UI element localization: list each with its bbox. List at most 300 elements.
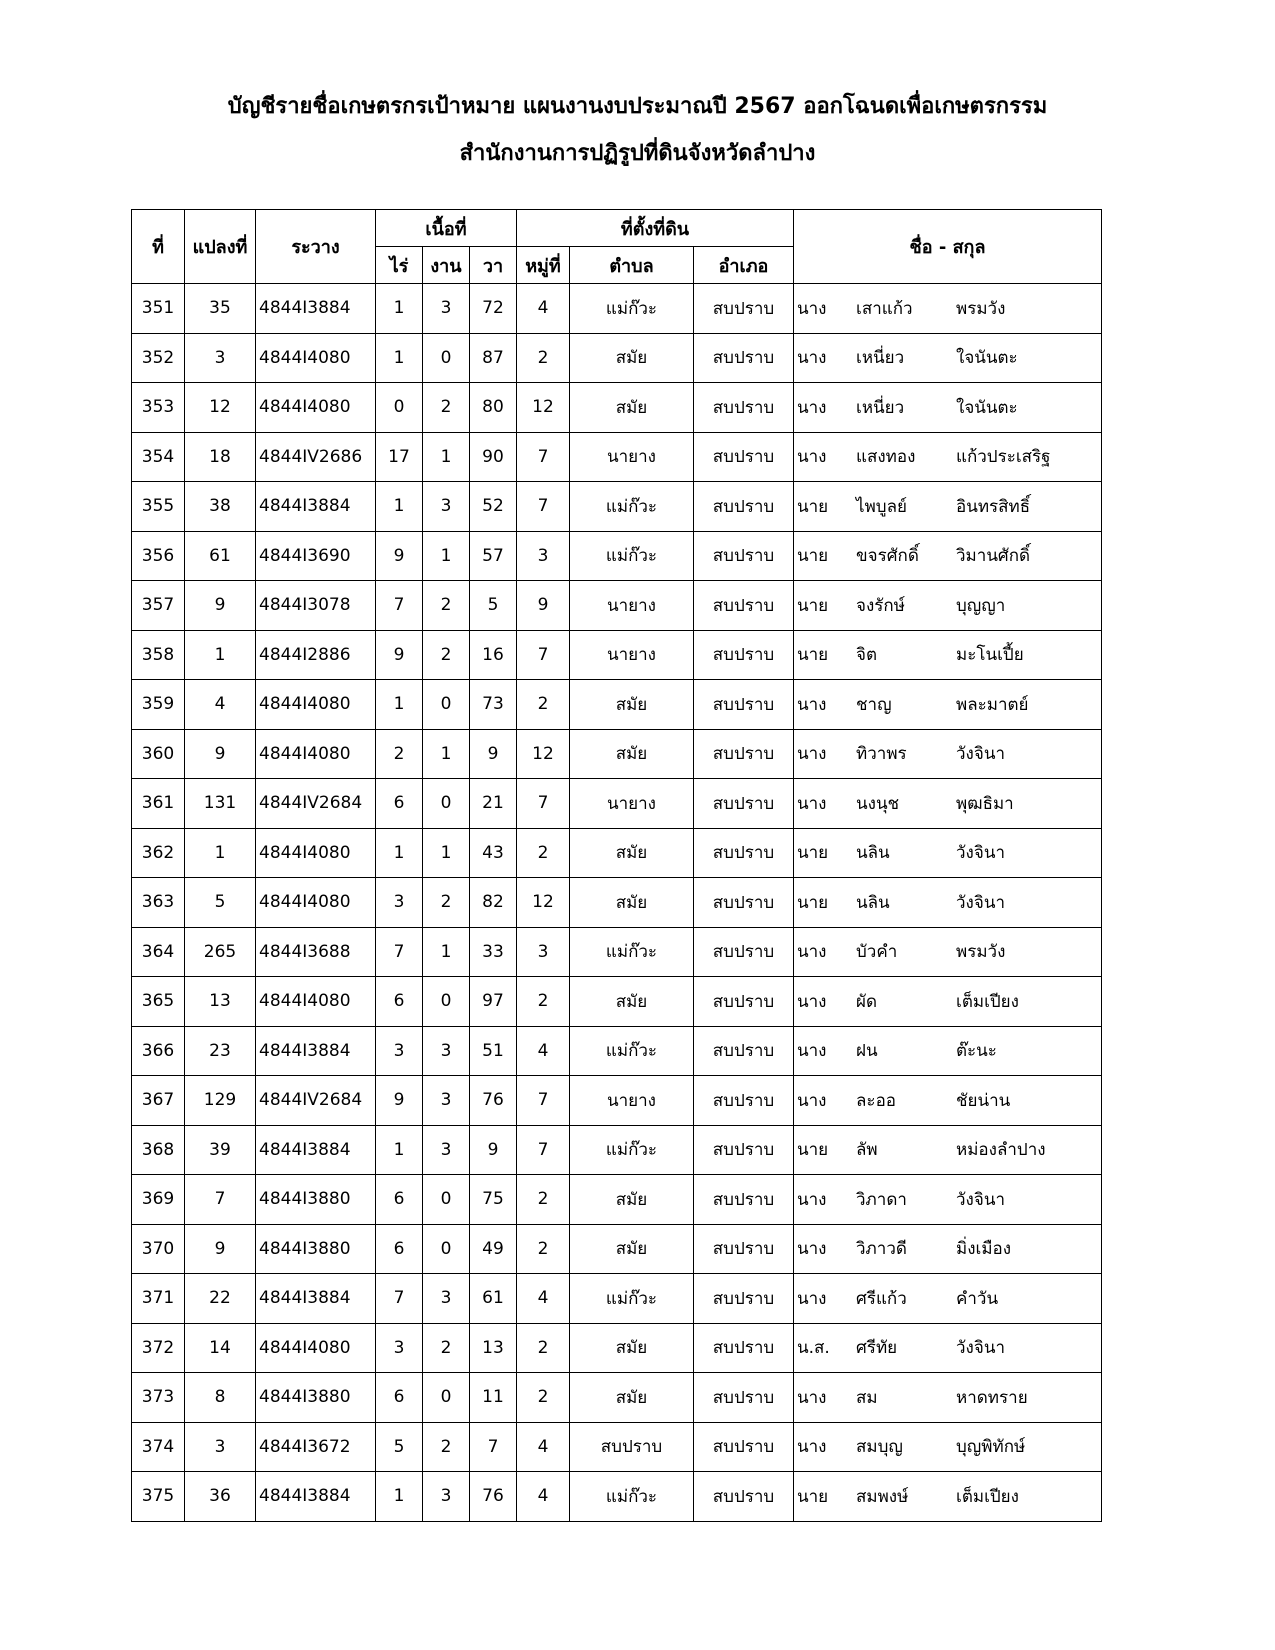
cell-village: 7 bbox=[517, 482, 570, 532]
cell-wa: 72 bbox=[470, 284, 517, 334]
first-name: แสงทอง bbox=[856, 447, 916, 468]
cell-plot: 61 bbox=[185, 531, 256, 581]
table-row bbox=[132, 1274, 1102, 1324]
cell-wa: 5 bbox=[470, 581, 517, 631]
last-name: มะโนเปี้ย bbox=[956, 645, 1024, 666]
cell-subdistrict: สมัย bbox=[570, 333, 694, 383]
cell-wa: 9 bbox=[470, 1125, 517, 1175]
cell-rai: 1 bbox=[376, 284, 423, 334]
cell-village: 7 bbox=[517, 432, 570, 482]
first-name: ทิวาพร bbox=[856, 744, 907, 765]
name-prefix: นาง bbox=[797, 1090, 827, 1111]
cell-wa: 73 bbox=[470, 680, 517, 730]
cell-subdistrict: สมัย bbox=[570, 878, 694, 928]
last-name: ใจนันตะ bbox=[956, 348, 1018, 369]
cell-district: สบปราบ bbox=[694, 333, 794, 383]
cell-wa: 49 bbox=[470, 1224, 517, 1274]
cell-ngan: 1 bbox=[423, 828, 470, 878]
cell-wa: 82 bbox=[470, 878, 517, 928]
cell-map-sheet: 4844I4080 bbox=[256, 828, 376, 878]
last-name: บุญพิทักษ์ bbox=[956, 1437, 1026, 1458]
cell-district: สบปราบ bbox=[694, 1323, 794, 1373]
table-row bbox=[132, 977, 1102, 1027]
cell-ngan: 0 bbox=[423, 1373, 470, 1423]
document-subtitle: สำนักงานการปฏิรูปที่ดินจังหวัดลำปาง bbox=[459, 141, 816, 166]
table-row bbox=[132, 630, 1102, 680]
cell-village: 2 bbox=[517, 1323, 570, 1373]
cell-full-name bbox=[794, 729, 1102, 779]
cell-district: สบปราบ bbox=[694, 927, 794, 977]
cell-full-name bbox=[794, 581, 1102, 631]
cell-map-sheet: 4844I3884 bbox=[256, 482, 376, 532]
table-row bbox=[132, 333, 1102, 383]
cell-no: 373 bbox=[132, 1373, 185, 1423]
name-prefix: นาย bbox=[797, 843, 829, 864]
cell-no: 361 bbox=[132, 779, 185, 829]
last-name: ต๊ะนะ bbox=[956, 1041, 997, 1062]
cell-village: 3 bbox=[517, 531, 570, 581]
last-name: มิ่งเมือง bbox=[956, 1239, 1012, 1260]
cell-ngan: 1 bbox=[423, 927, 470, 977]
first-name: วิภาดา bbox=[856, 1189, 907, 1210]
last-name: คำวัน bbox=[956, 1288, 999, 1309]
document-title: บัญชีรายชื่อเกษตรกรเป้าหมาย แผนงานงบประมาณปี 2567 ออกโฉนดเพื่อเกษตรกรรม bbox=[227, 94, 1048, 119]
cell-ngan: 3 bbox=[423, 284, 470, 334]
cell-district: สบปราบ bbox=[694, 729, 794, 779]
cell-rai: 1 bbox=[376, 680, 423, 730]
table-row bbox=[132, 1076, 1102, 1126]
cell-ngan: 2 bbox=[423, 878, 470, 928]
name-prefix: นาง bbox=[797, 744, 827, 765]
cell-wa: 97 bbox=[470, 977, 517, 1027]
cell-wa: 87 bbox=[470, 333, 517, 383]
cell-rai: 6 bbox=[376, 1373, 423, 1423]
cell-subdistrict: แม่ก๊วะ bbox=[570, 531, 694, 581]
cell-plot: 13 bbox=[185, 977, 256, 1027]
name-prefix: นาง bbox=[797, 447, 827, 468]
cell-subdistrict: แม่ก๊วะ bbox=[570, 284, 694, 334]
cell-wa: 7 bbox=[470, 1422, 517, 1472]
cell-plot: 36 bbox=[185, 1472, 256, 1522]
cell-ngan: 0 bbox=[423, 680, 470, 730]
table-row bbox=[132, 432, 1102, 482]
cell-no: 369 bbox=[132, 1175, 185, 1225]
cell-village: 7 bbox=[517, 779, 570, 829]
cell-plot: 38 bbox=[185, 482, 256, 532]
cell-plot: 5 bbox=[185, 878, 256, 928]
last-name: วังจินา bbox=[956, 744, 1005, 765]
cell-district: สบปราบ bbox=[694, 878, 794, 928]
cell-map-sheet: 4844I4080 bbox=[256, 729, 376, 779]
cell-village: 2 bbox=[517, 1373, 570, 1423]
name-prefix: นาย bbox=[797, 645, 829, 666]
cell-district: สบปราบ bbox=[694, 581, 794, 631]
cell-map-sheet: 4844I4080 bbox=[256, 680, 376, 730]
first-name: จงรักษ์ bbox=[856, 595, 905, 616]
first-name: สมพงษ์ bbox=[856, 1486, 909, 1507]
cell-full-name bbox=[794, 383, 1102, 433]
cell-subdistrict: สมัย bbox=[570, 729, 694, 779]
table-body bbox=[132, 284, 1102, 1522]
first-name: ชาญ bbox=[856, 694, 892, 715]
name-prefix: นาย bbox=[797, 496, 829, 517]
cell-rai: 1 bbox=[376, 828, 423, 878]
cell-district: สบปราบ bbox=[694, 1175, 794, 1225]
cell-wa: 16 bbox=[470, 630, 517, 680]
last-name: หาดทราย bbox=[956, 1387, 1028, 1408]
cell-rai: 9 bbox=[376, 630, 423, 680]
cell-map-sheet: 4844I4080 bbox=[256, 383, 376, 433]
last-name: อินทรสิทธิ์ bbox=[956, 496, 1031, 517]
first-name: เหนี่ยว bbox=[856, 397, 905, 418]
cell-wa: 61 bbox=[470, 1274, 517, 1324]
cell-plot: 129 bbox=[185, 1076, 256, 1126]
first-name: จิต bbox=[856, 645, 878, 666]
table-row bbox=[132, 383, 1102, 433]
last-name: พละมาตย์ bbox=[956, 694, 1029, 715]
cell-district: สบปราบ bbox=[694, 531, 794, 581]
name-prefix: นาง bbox=[797, 793, 827, 814]
name-prefix: นาง bbox=[797, 1239, 827, 1260]
header-ngan: งาน bbox=[423, 247, 470, 284]
cell-full-name bbox=[794, 1026, 1102, 1076]
cell-map-sheet: 4844I4080 bbox=[256, 878, 376, 928]
cell-no: 355 bbox=[132, 482, 185, 532]
cell-ngan: 0 bbox=[423, 779, 470, 829]
farmer-register-table bbox=[131, 209, 1102, 1522]
first-name: นลิน bbox=[856, 892, 890, 913]
last-name: แก้วประเสริฐ bbox=[956, 447, 1051, 468]
cell-subdistrict: สมัย bbox=[570, 828, 694, 878]
last-name: ชัยน่าน bbox=[956, 1090, 1011, 1111]
name-prefix: นาย bbox=[797, 892, 829, 913]
cell-no: 367 bbox=[132, 1076, 185, 1126]
cell-plot: 1 bbox=[185, 828, 256, 878]
cell-ngan: 1 bbox=[423, 432, 470, 482]
last-name: บุญญา bbox=[956, 595, 1006, 616]
cell-district: สบปราบ bbox=[694, 383, 794, 433]
cell-plot: 8 bbox=[185, 1373, 256, 1423]
cell-full-name bbox=[794, 977, 1102, 1027]
cell-rai: 6 bbox=[376, 977, 423, 1027]
last-name: วังจินา bbox=[956, 843, 1005, 864]
last-name: วังจินา bbox=[956, 892, 1005, 913]
cell-no: 375 bbox=[132, 1472, 185, 1522]
name-prefix: นาย bbox=[797, 1140, 829, 1161]
cell-village: 4 bbox=[517, 1472, 570, 1522]
cell-map-sheet: 4844I3880 bbox=[256, 1224, 376, 1274]
cell-subdistrict: สมัย bbox=[570, 1323, 694, 1373]
cell-rai: 1 bbox=[376, 1472, 423, 1522]
cell-village: 4 bbox=[517, 284, 570, 334]
cell-full-name bbox=[794, 779, 1102, 829]
cell-district: สบปราบ bbox=[694, 1125, 794, 1175]
cell-full-name bbox=[794, 1125, 1102, 1175]
cell-district: สบปราบ bbox=[694, 1373, 794, 1423]
cell-rai: 7 bbox=[376, 1274, 423, 1324]
table-row bbox=[132, 482, 1102, 532]
cell-village: 12 bbox=[517, 878, 570, 928]
first-name: ฝน bbox=[856, 1041, 878, 1062]
cell-rai: 5 bbox=[376, 1422, 423, 1472]
cell-subdistrict: แม่ก๊วะ bbox=[570, 1274, 694, 1324]
first-name: ศรีแก้ว bbox=[856, 1288, 907, 1309]
last-name: วังจินา bbox=[956, 1338, 1005, 1359]
cell-ngan: 1 bbox=[423, 531, 470, 581]
cell-village: 2 bbox=[517, 333, 570, 383]
first-name: นงนุช bbox=[856, 793, 900, 814]
cell-ngan: 0 bbox=[423, 1175, 470, 1225]
cell-ngan: 3 bbox=[423, 1274, 470, 1324]
name-prefix: นาง bbox=[797, 397, 827, 418]
cell-plot: 39 bbox=[185, 1125, 256, 1175]
cell-full-name bbox=[794, 630, 1102, 680]
cell-subdistrict: นายาง bbox=[570, 581, 694, 631]
cell-district: สบปราบ bbox=[694, 1076, 794, 1126]
name-prefix: นาง bbox=[797, 1288, 827, 1309]
cell-rai: 3 bbox=[376, 1026, 423, 1076]
cell-ngan: 2 bbox=[423, 630, 470, 680]
cell-plot: 3 bbox=[185, 333, 256, 383]
cell-map-sheet: 4844I3884 bbox=[256, 1026, 376, 1076]
name-prefix: นาง bbox=[797, 1437, 827, 1458]
cell-rai: 1 bbox=[376, 482, 423, 532]
table-row bbox=[132, 1125, 1102, 1175]
first-name: สม bbox=[856, 1387, 878, 1408]
name-prefix: นาง bbox=[797, 694, 827, 715]
header-map-sheet: ระวาง bbox=[256, 210, 376, 284]
cell-map-sheet: 4844I3672 bbox=[256, 1422, 376, 1472]
cell-no: 365 bbox=[132, 977, 185, 1027]
cell-rai: 3 bbox=[376, 1323, 423, 1373]
table-row bbox=[132, 1422, 1102, 1472]
cell-district: สบปราบ bbox=[694, 432, 794, 482]
first-name: ผัด bbox=[856, 991, 878, 1012]
header-area: เนื้อที่ bbox=[376, 210, 517, 247]
cell-ngan: 0 bbox=[423, 977, 470, 1027]
name-prefix: นาง bbox=[797, 991, 827, 1012]
cell-rai: 17 bbox=[376, 432, 423, 482]
cell-plot: 22 bbox=[185, 1274, 256, 1324]
cell-village: 12 bbox=[517, 729, 570, 779]
cell-rai: 9 bbox=[376, 531, 423, 581]
cell-village: 4 bbox=[517, 1422, 570, 1472]
cell-full-name bbox=[794, 531, 1102, 581]
cell-ngan: 2 bbox=[423, 1422, 470, 1472]
header-wa: วา bbox=[470, 247, 517, 284]
cell-district: สบปราบ bbox=[694, 482, 794, 532]
cell-map-sheet: 4844I3688 bbox=[256, 927, 376, 977]
cell-rai: 2 bbox=[376, 729, 423, 779]
header-name: ชื่อ - สกุล bbox=[794, 210, 1102, 284]
cell-village: 2 bbox=[517, 680, 570, 730]
cell-no: 352 bbox=[132, 333, 185, 383]
cell-rai: 6 bbox=[376, 779, 423, 829]
cell-full-name bbox=[794, 482, 1102, 532]
table-row bbox=[132, 680, 1102, 730]
last-name: เต็มเปียง bbox=[956, 1486, 1019, 1507]
cell-no: 363 bbox=[132, 878, 185, 928]
first-name: บัวคำ bbox=[856, 942, 898, 963]
cell-subdistrict: แม่ก๊วะ bbox=[570, 1125, 694, 1175]
cell-no: 351 bbox=[132, 284, 185, 334]
cell-subdistrict: สมัย bbox=[570, 1175, 694, 1225]
cell-plot: 35 bbox=[185, 284, 256, 334]
cell-full-name bbox=[794, 1224, 1102, 1274]
cell-village: 2 bbox=[517, 1224, 570, 1274]
name-prefix: นาง bbox=[797, 1387, 827, 1408]
header-plot: แปลงที่ bbox=[185, 210, 256, 284]
cell-ngan: 2 bbox=[423, 383, 470, 433]
first-name: ขจรศักดิ์ bbox=[856, 546, 919, 567]
last-name: พรมวัง bbox=[956, 942, 1006, 963]
first-name: เหนี่ยว bbox=[856, 348, 905, 369]
cell-wa: 21 bbox=[470, 779, 517, 829]
cell-village: 2 bbox=[517, 1175, 570, 1225]
cell-wa: 51 bbox=[470, 1026, 517, 1076]
cell-rai: 6 bbox=[376, 1224, 423, 1274]
cell-subdistrict: นายาง bbox=[570, 630, 694, 680]
first-name: นลิน bbox=[856, 843, 890, 864]
cell-rai: 1 bbox=[376, 333, 423, 383]
cell-map-sheet: 4844I3078 bbox=[256, 581, 376, 631]
last-name: ใจนันตะ bbox=[956, 397, 1018, 418]
table-row bbox=[132, 828, 1102, 878]
cell-plot: 12 bbox=[185, 383, 256, 433]
cell-district: สบปราบ bbox=[694, 284, 794, 334]
cell-plot: 18 bbox=[185, 432, 256, 482]
cell-wa: 13 bbox=[470, 1323, 517, 1373]
cell-ngan: 0 bbox=[423, 1224, 470, 1274]
cell-plot: 9 bbox=[185, 581, 256, 631]
cell-district: สบปราบ bbox=[694, 630, 794, 680]
cell-district: สบปราบ bbox=[694, 680, 794, 730]
name-prefix: นาง bbox=[797, 348, 827, 369]
cell-subdistrict: สบปราบ bbox=[570, 1422, 694, 1472]
cell-no: 372 bbox=[132, 1323, 185, 1373]
cell-subdistrict: แม่ก๊วะ bbox=[570, 1026, 694, 1076]
cell-subdistrict: แม่ก๊วะ bbox=[570, 927, 694, 977]
cell-wa: 43 bbox=[470, 828, 517, 878]
cell-no: 357 bbox=[132, 581, 185, 631]
cell-ngan: 3 bbox=[423, 1076, 470, 1126]
cell-ngan: 2 bbox=[423, 581, 470, 631]
cell-no: 356 bbox=[132, 531, 185, 581]
cell-no: 368 bbox=[132, 1125, 185, 1175]
cell-subdistrict: นายาง bbox=[570, 432, 694, 482]
cell-village: 4 bbox=[517, 1026, 570, 1076]
last-name: หม่องลำปาง bbox=[956, 1140, 1046, 1161]
cell-ngan: 0 bbox=[423, 333, 470, 383]
cell-wa: 76 bbox=[470, 1076, 517, 1126]
cell-map-sheet: 4844I4080 bbox=[256, 977, 376, 1027]
first-name: สมบุญ bbox=[856, 1437, 903, 1458]
cell-no: 360 bbox=[132, 729, 185, 779]
last-name: เต็มเปียง bbox=[956, 991, 1019, 1012]
cell-full-name bbox=[794, 1373, 1102, 1423]
cell-ngan: 3 bbox=[423, 1026, 470, 1076]
cell-subdistrict: สมัย bbox=[570, 680, 694, 730]
cell-ngan: 3 bbox=[423, 482, 470, 532]
cell-village: 2 bbox=[517, 828, 570, 878]
cell-ngan: 1 bbox=[423, 729, 470, 779]
table-row bbox=[132, 531, 1102, 581]
cell-district: สบปราบ bbox=[694, 779, 794, 829]
cell-wa: 80 bbox=[470, 383, 517, 433]
cell-no: 370 bbox=[132, 1224, 185, 1274]
cell-wa: 75 bbox=[470, 1175, 517, 1225]
cell-district: สบปราบ bbox=[694, 1274, 794, 1324]
cell-village: 7 bbox=[517, 1076, 570, 1126]
cell-plot: 4 bbox=[185, 680, 256, 730]
cell-full-name bbox=[794, 1472, 1102, 1522]
cell-map-sheet: 4844IV2684 bbox=[256, 1076, 376, 1126]
cell-village: 4 bbox=[517, 1274, 570, 1324]
cell-rai: 6 bbox=[376, 1175, 423, 1225]
name-prefix: นาง bbox=[797, 298, 827, 319]
cell-map-sheet: 4844I4080 bbox=[256, 1323, 376, 1373]
cell-district: สบปราบ bbox=[694, 1224, 794, 1274]
table-row bbox=[132, 1472, 1102, 1522]
cell-map-sheet: 4844IV2686 bbox=[256, 432, 376, 482]
cell-district: สบปราบ bbox=[694, 1472, 794, 1522]
cell-full-name bbox=[794, 1323, 1102, 1373]
cell-wa: 9 bbox=[470, 729, 517, 779]
cell-map-sheet: 4844I2886 bbox=[256, 630, 376, 680]
cell-full-name bbox=[794, 284, 1102, 334]
last-name: วิมานศักดิ์ bbox=[956, 546, 1031, 567]
cell-full-name bbox=[794, 1076, 1102, 1126]
cell-wa: 57 bbox=[470, 531, 517, 581]
cell-wa: 90 bbox=[470, 432, 517, 482]
table-row bbox=[132, 1175, 1102, 1225]
name-prefix: นาย bbox=[797, 1486, 829, 1507]
name-prefix: นาย bbox=[797, 595, 829, 616]
cell-full-name bbox=[794, 1274, 1102, 1324]
header-district: อำเภอ bbox=[694, 247, 794, 284]
cell-map-sheet: 4844IV2684 bbox=[256, 779, 376, 829]
cell-map-sheet: 4844I3884 bbox=[256, 1472, 376, 1522]
table-row bbox=[132, 878, 1102, 928]
cell-no: 358 bbox=[132, 630, 185, 680]
first-name: ศรีทัย bbox=[856, 1338, 898, 1359]
cell-rai: 0 bbox=[376, 383, 423, 433]
cell-village: 7 bbox=[517, 1125, 570, 1175]
cell-village: 9 bbox=[517, 581, 570, 631]
header-village: หมู่ที่ bbox=[517, 247, 570, 284]
cell-wa: 11 bbox=[470, 1373, 517, 1423]
first-name: ละออ bbox=[856, 1090, 896, 1111]
cell-no: 374 bbox=[132, 1422, 185, 1472]
cell-district: สบปราบ bbox=[694, 977, 794, 1027]
table-row bbox=[132, 779, 1102, 829]
cell-no: 353 bbox=[132, 383, 185, 433]
first-name: เสาแก้ว bbox=[856, 298, 913, 319]
cell-plot: 7 bbox=[185, 1175, 256, 1225]
cell-subdistrict: นายาง bbox=[570, 779, 694, 829]
cell-wa: 76 bbox=[470, 1472, 517, 1522]
header-subdistrict: ตำบล bbox=[570, 247, 694, 284]
header-no: ที่ bbox=[132, 210, 185, 284]
cell-rai: 1 bbox=[376, 1125, 423, 1175]
last-name: วังจินา bbox=[956, 1189, 1005, 1210]
cell-plot: 131 bbox=[185, 779, 256, 829]
cell-full-name bbox=[794, 432, 1102, 482]
cell-full-name bbox=[794, 1175, 1102, 1225]
cell-subdistrict: แม่ก๊วะ bbox=[570, 1472, 694, 1522]
cell-map-sheet: 4844I3690 bbox=[256, 531, 376, 581]
first-name: ลัพ bbox=[856, 1140, 878, 1161]
